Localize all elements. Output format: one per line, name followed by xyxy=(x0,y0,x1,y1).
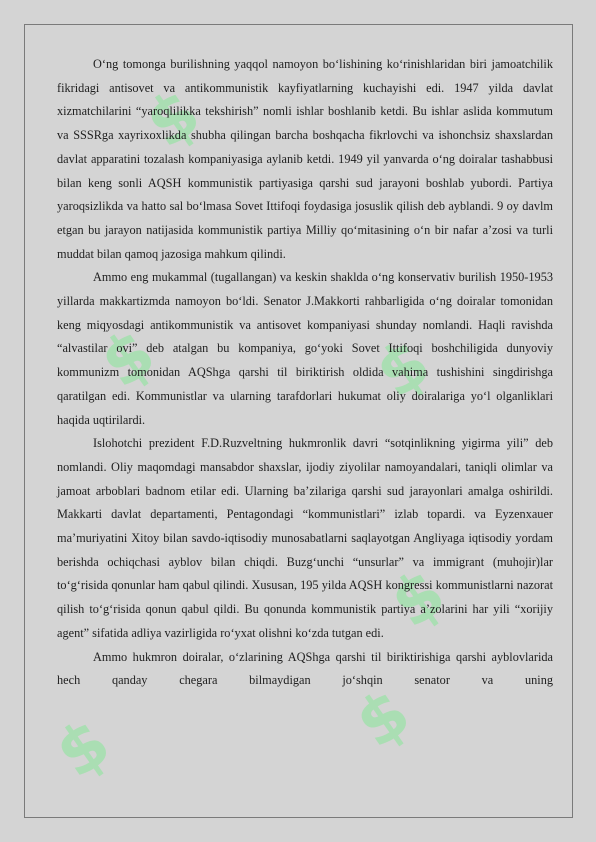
watermark-logo: $ xyxy=(362,323,444,414)
watermark-logo: $ xyxy=(42,703,124,794)
paragraph: Ammo hukmron doiralar, o‘zlarining AQShga qarshi til biriktirishiga qarshi ayblovlarida hech qanday chegara bilmaydigan jo‘shqin senator va uning xyxy=(57,649,553,688)
watermark-logo: $ xyxy=(377,553,459,644)
watermark-logo: $ xyxy=(342,673,424,764)
paragraph: Ammo eng mukammal (tugallangan) va keskin shaklda o‘ng konservativ burilish 1950-1953 yillarda makkartizmda namoyon bo‘ldi. Senator J.Makkorti rahbarligida o‘ng doiralar tomonidan keng miqyosdagi antikommunistik va antisovet kompaniyasi shunday nomlandi. Haqli ravishda “alvastilar ovi” deb atalgan bu kompaniya, go‘yoki Sovet Ittifoqi boshchiligida dunyoviy kommunizm tomonidan AQShga qarshi til biriktirish oldida vahima tushishini singdirishga qaratilgan edi. Kommunistlar va ularning tarafdorlari hukumat oliy doiralariga yo‘l olganliklari haqida uqtirilardi. xyxy=(57,270,553,427)
watermark-logo: $ xyxy=(132,73,214,164)
paragraph: Islohotchi prezident F.D.Ruzveltning hukmronlik davri “sotqinlikning yigirma yili” deb nomlandi. Oliy maqomdagi mansabdor shaxslar, ijodiy ziyolilar namoyandalari, taniqli olimlar va jamoat arboblari badnom etilar edi. Ularning ba’zilariga qarshi sud jarayonlari amalga oshirildi. Makkarti davlat departamenti, Pentagondagi “kommunistlari” izlab topardi. va Eyzenxauer ma’muriyatini Xitoy bilan savdo-iqtisodiy munosabatlarni saqlayotgan Angliyaga iqtisodiy yordam berishda ochiqchasi ayblov bilan chiqdi. Buzg‘unchi “unsurlar” va immigrant (muhojir)lar to‘g‘risida qonunlar ham qabul qilindi. Xususan, 195 yilda AQSH kongressi kommunistlarni nazorat qilish to‘g‘risida qonun qabul qildi. Bu qonunda kommunistik partiya a’zolarini har yili “xorijiy agent” sifatida adliya vazirligida ro‘yxat olishni ko‘zda tutgan edi. xyxy=(57,436,553,640)
document-body xyxy=(57,53,553,693)
watermark-logo: $ xyxy=(87,313,169,404)
paragraph: O‘ng tomonga burilishning yaqqol namoyon bo‘lishining ko‘rinishlaridan biri jamoatchilik fikridagi antisovet va antikommunistik kayfiyatlarning kuchayishi edi. 1947 yilda davlat xizmatchilarini “yaroqlilikka tekshirish” nomli ishlar boshlanib ketdi. Bu ishlar aslida kommutum va SSSRga xayrixoxlikda shubha qilingan barcha boshqacha fikrlovchi va ishonchsiz shaxslardan davlat apparatini tozalash kompaniyasiga aylanib ketdi. 1949 yil yanvarda o‘ng doiralar tashabbusi bilan keng sonli AQSH kommunistik partiyasiga qarshi sud jarayoni boshlab yubordi. Partiya yaroqsizlikda va hatto sal bo‘lmasa Sovet Ittifoqi foydasiga josuslik qilish deb ayblandi. 9 oy davlm etgan bu jarayon natijasida kommunistik partiya Milliy qo‘mitasining o‘n bir nafar a’zosi va turli muddat bilan qamoq jazosiga mahkum qilindi. xyxy=(57,57,553,261)
